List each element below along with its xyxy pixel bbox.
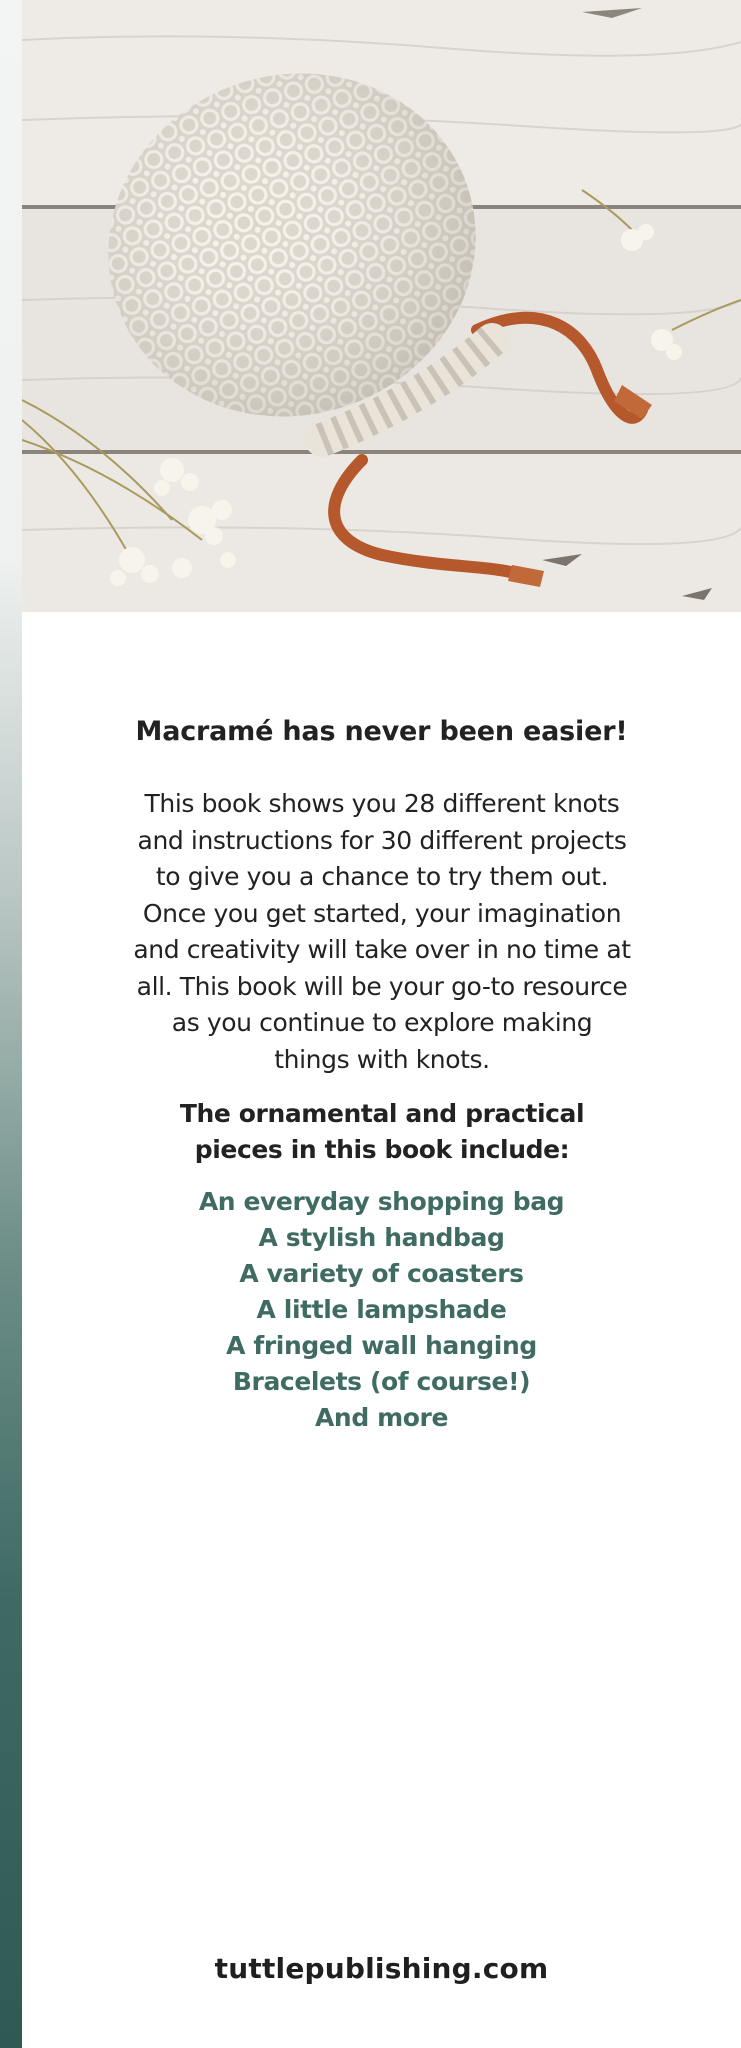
project-item: A little lampshade bbox=[256, 1295, 507, 1324]
project-item: Bracelets (of course!) bbox=[232, 1367, 531, 1396]
side-color-strip bbox=[0, 0, 22, 2048]
macrame-bag-photo bbox=[22, 0, 741, 612]
headline: Macramé has never been easier! bbox=[135, 716, 628, 747]
project-item: A stylish handbag bbox=[258, 1223, 505, 1252]
project-item: And more bbox=[314, 1403, 449, 1432]
publisher-website: tuttlepublishing.com bbox=[214, 1952, 549, 1985]
cover-photo bbox=[22, 0, 741, 612]
book-description: This book shows you 28 different knots and instructions for 30 different projects to give you a chance to try them out. Once you get started, your imagination and creativity will take over in no time at all. This book will be your go-to resource as you continue to explore making things with knots. bbox=[133, 789, 631, 1074]
project-list bbox=[22, 1184, 741, 1436]
project-item: An everyday shopping bag bbox=[198, 1187, 565, 1216]
back-cover-content bbox=[22, 612, 741, 2048]
project-item: A fringed wall hanging bbox=[226, 1331, 537, 1360]
project-item: A variety of coasters bbox=[239, 1259, 524, 1288]
projects-intro: The ornamental and practical pieces in this book include: bbox=[179, 1099, 585, 1164]
